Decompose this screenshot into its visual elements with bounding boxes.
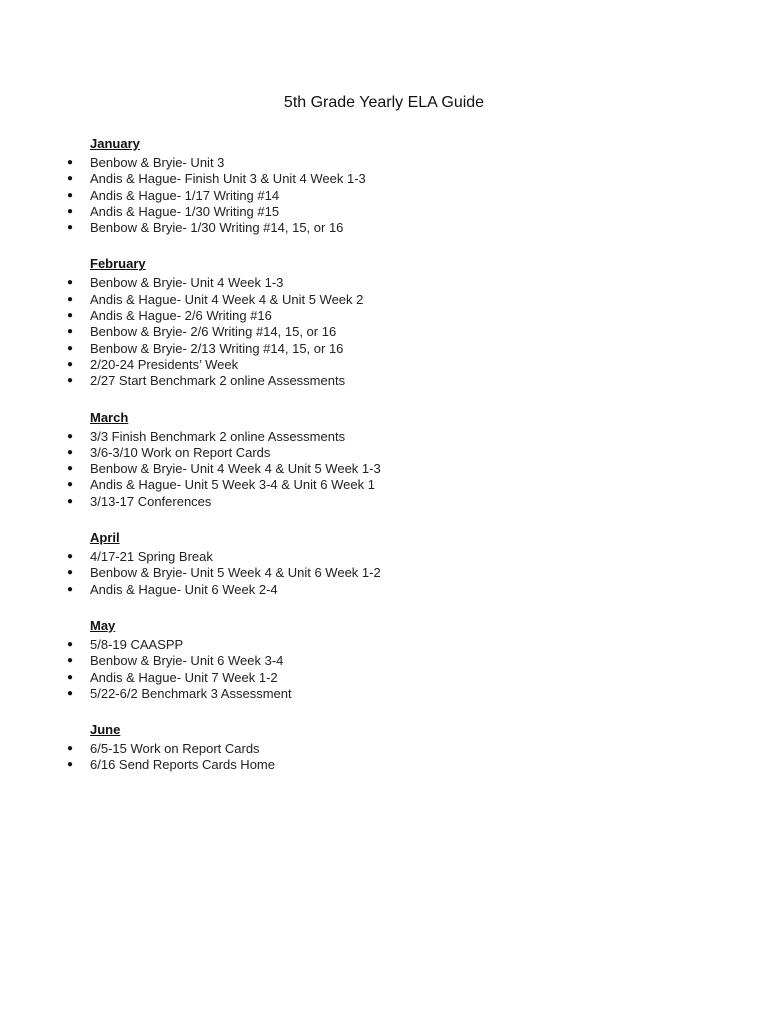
list-item-text: 4/17-21 Spring Break: [90, 549, 213, 565]
list-item-text: 3/13-17 Conferences: [90, 493, 212, 509]
month-heading: April: [90, 530, 120, 546]
bullet-icon: ●: [67, 687, 74, 699]
list-item: [0, 429, 768, 445]
list-item: [0, 670, 768, 686]
list-item: [0, 653, 768, 669]
bullet-icon: ●: [67, 583, 74, 595]
list-item: [0, 565, 768, 581]
list-item: [0, 204, 768, 220]
month-section-june: [0, 722, 768, 774]
list-item: [0, 549, 768, 565]
list-item: [0, 292, 768, 308]
list-item-text: 3/6-3/10 Work on Report Cards: [90, 444, 271, 460]
document-content: [0, 136, 768, 794]
bullet-icon: ●: [67, 222, 74, 234]
month-item-list: [0, 741, 768, 774]
month-item-list: [0, 275, 768, 389]
bullet-icon: ●: [67, 655, 74, 667]
list-item-text: 3/3 Finish Benchmark 2 online Assessments: [90, 428, 346, 444]
list-item-text: Benbow & Bryie- 2/13 Writing #14, 15, or 16: [90, 340, 344, 356]
bullet-icon: ●: [67, 463, 74, 475]
month-item-list: [0, 549, 768, 598]
bullet-icon: ●: [67, 293, 74, 305]
bullet-icon: ●: [67, 277, 74, 289]
list-item-text: Andis & Hague- Unit 7 Week 1-2: [90, 669, 278, 685]
document-title: 5th Grade Yearly ELA Guide: [283, 94, 485, 111]
month-section-april: [0, 530, 768, 598]
month-section-january: [0, 136, 768, 236]
list-item: [0, 582, 768, 598]
bullet-icon: ●: [67, 358, 74, 370]
list-item-text: Benbow & Bryie- Unit 6 Week 3-4: [90, 653, 284, 669]
list-item-text: Andis & Hague- 1/30 Writing #15: [90, 203, 280, 219]
month-heading: February: [90, 256, 146, 272]
list-item-text: Andis & Hague- 2/6 Writing #16: [90, 308, 272, 324]
list-item: [0, 188, 768, 204]
bullet-icon: ●: [67, 326, 74, 338]
list-item: [0, 308, 768, 324]
month-heading: May: [90, 617, 116, 633]
bullet-icon: ●: [67, 551, 74, 563]
bullet-icon: ●: [67, 310, 74, 322]
bullet-icon: ●: [67, 375, 74, 387]
list-item: [0, 341, 768, 357]
list-item-text: 5/8-19 CAASPP: [90, 636, 184, 652]
list-item: [0, 445, 768, 461]
month-heading: March: [90, 409, 129, 425]
list-item-text: Benbow & Bryie- 1/30 Writing #14, 15, or 16: [90, 220, 344, 236]
month-section-may: [0, 618, 768, 702]
bullet-icon: ●: [67, 157, 74, 168]
list-item: [0, 686, 768, 702]
month-section-february: [0, 256, 768, 389]
list-item: [0, 171, 768, 187]
month-item-list: [0, 155, 768, 236]
list-item-text: Andis & Hague- Unit 5 Week 3-4 & Unit 6 Week 1: [90, 477, 375, 493]
bullet-icon: ●: [67, 446, 74, 458]
list-item: [0, 741, 768, 757]
bullet-icon: ●: [67, 173, 74, 185]
list-item: [0, 477, 768, 493]
bullet-icon: ●: [67, 671, 74, 683]
list-item-text: 2/27 Start Benchmark 2 online Assessments: [90, 373, 346, 389]
month-item-list: [0, 637, 768, 702]
list-item: [0, 220, 768, 236]
bullet-icon: ●: [67, 479, 74, 491]
list-item-text: Benbow & Bryie- Unit 4 Week 4 & Unit 5 Week 1-3: [90, 461, 381, 477]
list-item-text: Benbow & Bryie- Unit 5 Week 4 & Unit 6 Week 1-2: [90, 565, 381, 581]
month-section-march: [0, 410, 768, 510]
bullet-icon: ●: [67, 495, 74, 507]
list-item-text: 2/20-24 Presidents’ Week: [90, 356, 239, 372]
list-item-text: Andis & Hague- Unit 4 Week 4 & Unit 5 Week 2: [90, 291, 364, 307]
list-item-text: 6/5-15 Work on Report Cards: [90, 741, 260, 757]
list-item: [0, 357, 768, 373]
list-item-text: Benbow & Bryie- Unit 4 Week 1-3: [90, 275, 284, 291]
bullet-icon: ●: [67, 638, 74, 650]
list-item: [0, 155, 768, 171]
bullet-icon: ●: [67, 189, 74, 201]
bullet-icon: ●: [67, 759, 74, 771]
bullet-icon: ●: [67, 743, 74, 755]
list-item: [0, 757, 768, 773]
list-item: [0, 637, 768, 653]
list-item-text: Benbow & Bryie- Unit 3: [90, 155, 225, 170]
list-item-text: Andis & Hague- 1/17 Writing #14: [90, 187, 280, 203]
month-heading: January: [90, 136, 140, 151]
bullet-icon: ●: [67, 567, 74, 579]
month-heading: June: [90, 722, 121, 738]
list-item-text: 6/16 Send Reports Cards Home: [90, 757, 275, 773]
list-item: [0, 373, 768, 389]
bullet-icon: ●: [67, 205, 74, 217]
list-item-text: 5/22-6/2 Benchmark 3 Assessment: [90, 685, 292, 701]
list-item: [0, 461, 768, 477]
list-item: [0, 324, 768, 340]
list-item-text: Andis & Hague- Unit 6 Week 2-4: [90, 581, 278, 597]
list-item-text: Andis & Hague- Finish Unit 3 & Unit 4 Week 1-3: [90, 171, 366, 187]
month-item-list: [0, 429, 768, 510]
list-item: [0, 275, 768, 291]
list-item-text: Benbow & Bryie- 2/6 Writing #14, 15, or 16: [90, 324, 337, 340]
bullet-icon: ●: [67, 430, 74, 442]
list-item: [0, 494, 768, 510]
bullet-icon: ●: [67, 342, 74, 354]
